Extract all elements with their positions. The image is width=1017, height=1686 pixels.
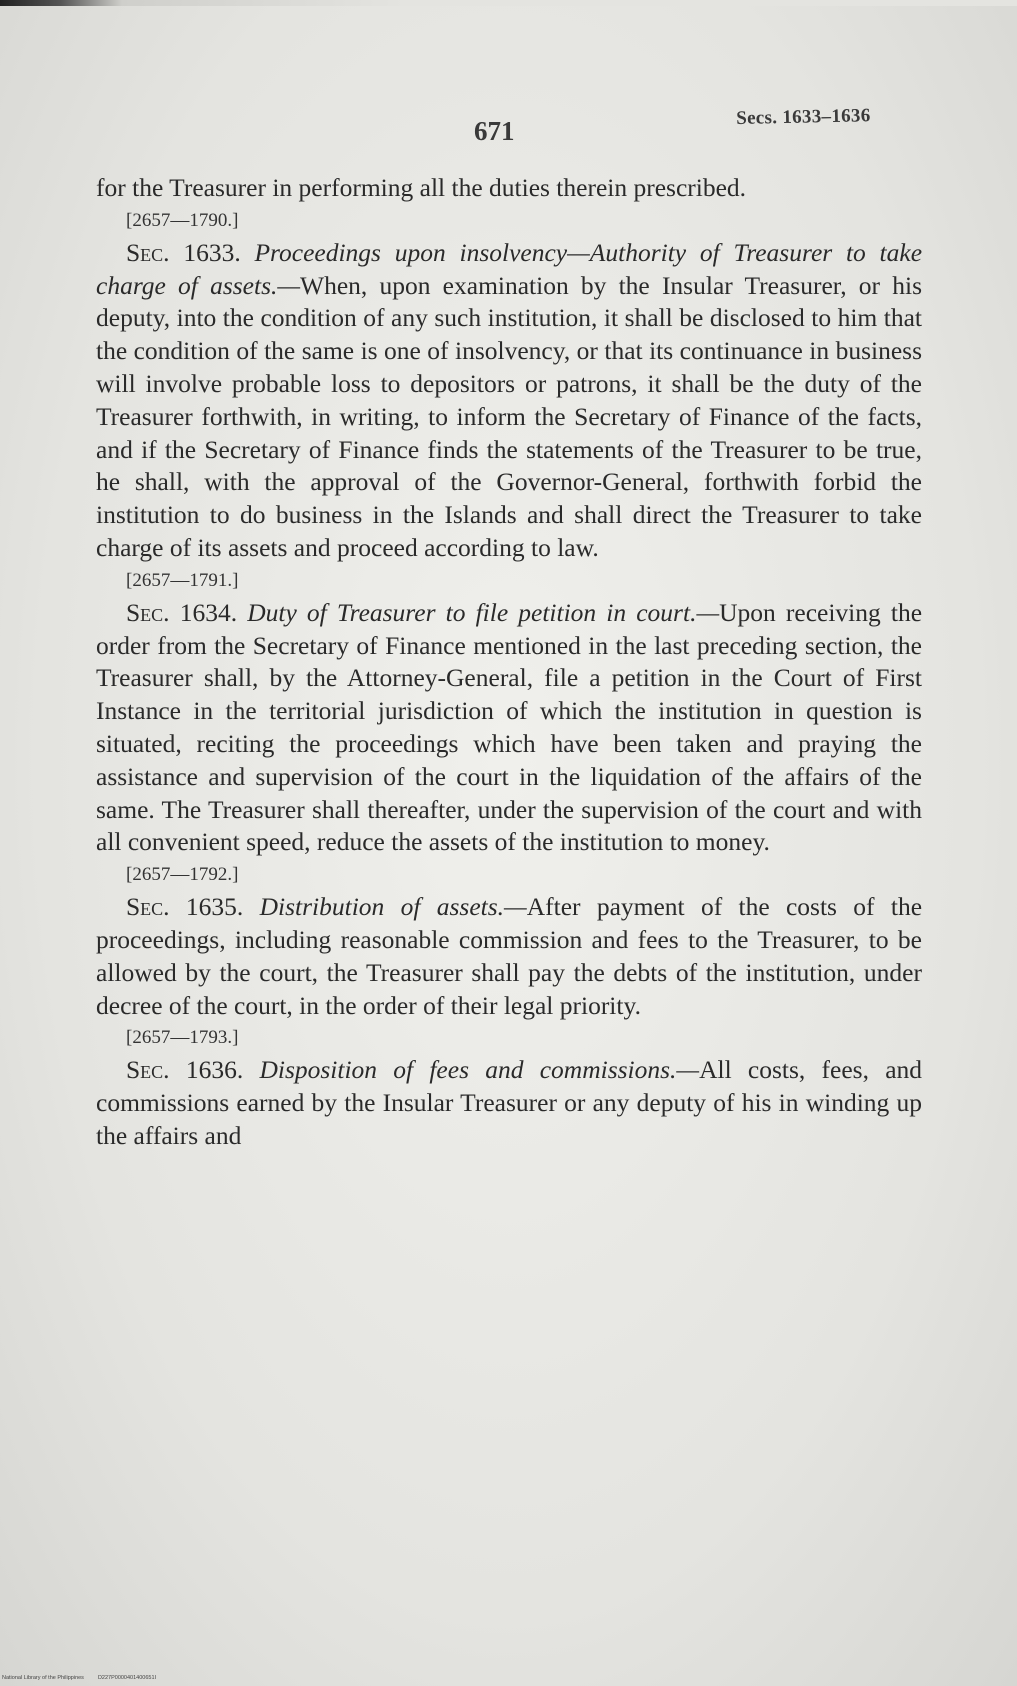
section-paragraph (96, 237, 922, 565)
section-body: When, upon examination by the Insular Treasurer, or his deputy, into the condition of any such institution, it shall be disclosed to him that the condition of the same is one of insolvency, or that its continuance in business will involve probable loss to depositors or patrons, it shall be the duty of the Treasurer forthwith, in writing, to inform the Secretary of Finance of the facts, and if the Secretary of Finance finds the statements of the Treasurer to be true, he shall, with the approval of the Governor-General, forthwith forbid the institution to do business in the Islands and shall direct the Treasurer to take charge of its assets and proceed according to law. (96, 270, 922, 562)
section-body: All costs, fees, and commissions earned by the Insular Treasurer or any deputy of his in winding up the affairs and (96, 1055, 923, 1150)
section-heading: Disposition of fees and commissions.— (259, 1055, 700, 1085)
section-paragraph (96, 1054, 922, 1152)
section-1634 (96, 568, 922, 859)
section-citation: [2657—1792.] (126, 864, 239, 886)
section-1635 (96, 862, 922, 1022)
section-heading: Duty of Treasurer to file petition in court.— (247, 597, 720, 627)
section-label: Sec. (126, 1055, 170, 1085)
library-name: National Library of the Philippines (2, 1675, 84, 1681)
section-body: After payment of the costs of the proceedings, including reasonable commission and fees to the Treasurer, to be allowed by the court, the Treasurer shall pay the debts of the institution, under decree of the court, in the order of their legal priority. (96, 892, 923, 1020)
section-1636 (96, 1025, 922, 1152)
section-label: Sec. (126, 892, 170, 922)
page-number: 671 (474, 116, 515, 146)
section-label: Sec. (126, 597, 170, 627)
section-paragraph (96, 597, 922, 859)
section-citation: [2657—1790.] (126, 209, 239, 231)
section-number: 1635. (185, 892, 244, 922)
continuation-paragraph: for the Treasurer in performing all the duties therein prescribed. (96, 173, 747, 202)
archive-footer (2, 1675, 156, 1681)
section-heading: Proceedings upon insolvency—Authority of Treasurer to take charge of assets.— (96, 237, 923, 300)
section-citation: [2657—1791.] (126, 569, 239, 591)
section-heading: Distribution of assets.— (259, 892, 527, 922)
section-label: Sec. (126, 237, 170, 267)
item-id: D227P0000401400651I (97, 1675, 157, 1681)
statute-text (96, 172, 922, 1153)
section-body: Upon receiving the order from the Secretary of Finance mentioned in the last preceding section, the Treasurer shall, by the Attorney-General, file a petition in the Court of First Instance in the territorial jurisdiction of which the institution in question is situated, reciting the proceedings which have been taken and praying the assistance and supervision of the court in the liquidation of the affairs of the same. The Treasurer shall thereafter, under the supervision of the court and with all convenient speed, reduce the assets of the institution to money. (96, 597, 923, 857)
section-paragraph (96, 891, 922, 1022)
section-number: 1636. (185, 1055, 244, 1085)
scan-edge-shadow (0, 0, 1017, 6)
section-number: 1634. (179, 597, 238, 627)
running-head: Secs. 1633–1636 (736, 105, 871, 129)
section-1633 (96, 208, 922, 565)
section-number: 1633. (183, 237, 241, 267)
section-citation: [2657—1793.] (126, 1027, 239, 1049)
